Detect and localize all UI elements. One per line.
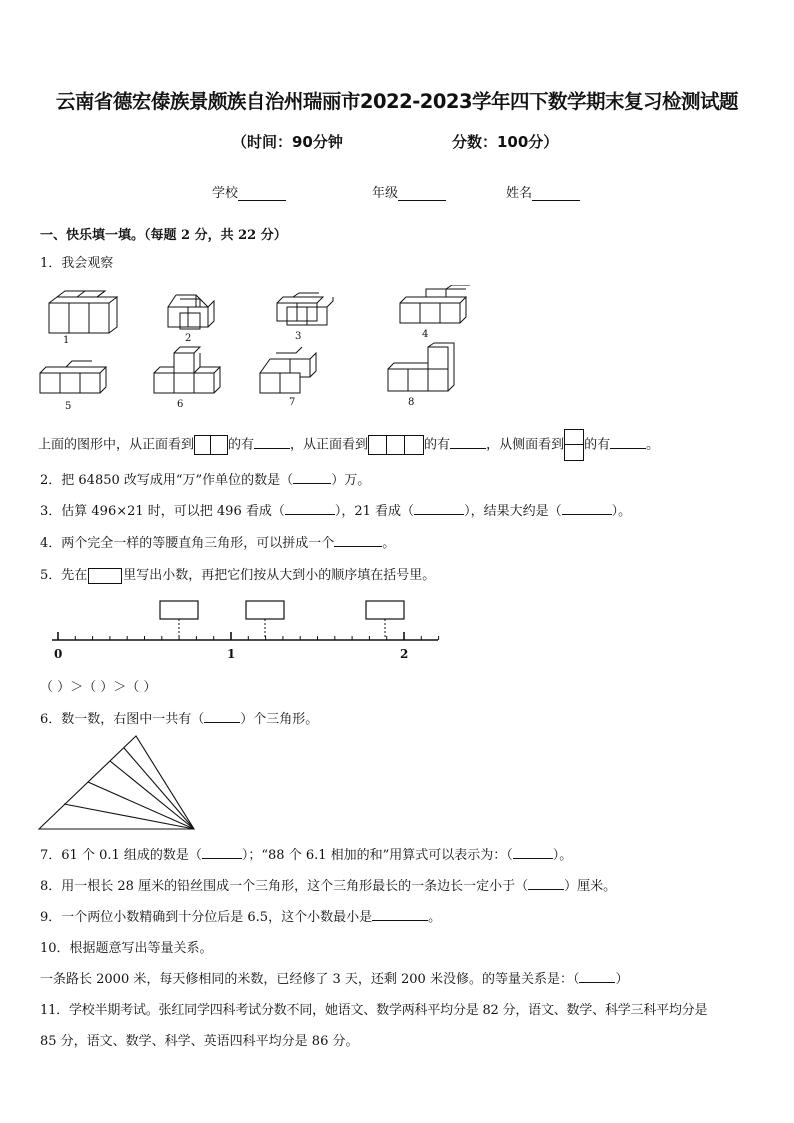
tick-label-1: 1	[227, 647, 236, 661]
cube-figure-1	[49, 291, 117, 333]
front-view-two-squares	[194, 435, 228, 455]
exam-time: （时间：90分钟	[232, 133, 343, 151]
q11-line-2: 85 分，语文、数学、科学、英语四科平均分是 86 分。	[40, 1034, 359, 1049]
grade-field	[372, 182, 446, 201]
q5-answer-box-3[interactable]	[366, 601, 404, 619]
q9-question: 9．一个两位小数精确到十分位后是 6.5，这个小数最小是 。	[40, 910, 442, 925]
name-field	[506, 182, 580, 201]
q7-blank-1[interactable]	[202, 846, 242, 859]
cube-figure-4	[400, 285, 470, 323]
q7-question: 7．61 个 0.1 组成的数是（ ）；“88 个 6.1 相加的和”用算式可以表示为：（ ）。	[40, 848, 573, 863]
school-blank[interactable]	[238, 187, 286, 201]
q9-blank[interactable]	[372, 908, 428, 921]
tick-label-2: 2	[400, 647, 409, 661]
school-label: 学校	[212, 186, 239, 201]
grade-blank[interactable]	[398, 187, 446, 201]
figure-label-7: 7	[289, 397, 296, 408]
q6-question: 6．数一数，右图中一共有（ ）个三角形。	[40, 712, 319, 727]
cube-figure-3	[277, 293, 333, 325]
tick-label-0: 0	[54, 647, 63, 661]
figure-label-2: 2	[185, 333, 192, 344]
front-view-three-squares	[368, 435, 424, 455]
q3-blank-3[interactable]	[562, 502, 612, 515]
q2-blank[interactable]	[293, 471, 331, 484]
q8-question: 8．用一根长 28 厘米的铅丝围成一个三角形，这个三角形最长的一条边长一定小于（ ）厘米。	[40, 879, 617, 894]
section-heading: 一、快乐填一填。（每题 2 分，共 22 分）	[40, 228, 287, 243]
q4-question: 4．两个完全一样的等腰直角三角形，可以拼成一个 。	[40, 536, 396, 551]
q1-blank-2[interactable]	[450, 436, 486, 449]
q1-blank-1[interactable]	[254, 436, 290, 449]
grade-label: 年级	[372, 186, 399, 201]
name-blank[interactable]	[532, 187, 580, 201]
cube-figure-5	[40, 361, 106, 393]
q1-prompt: 1．我会观察	[40, 256, 114, 271]
q10-blank[interactable]	[579, 970, 615, 983]
q10-title: 10．根据题意写出等量关系。	[40, 941, 213, 956]
figure-label-3: 3	[295, 331, 302, 342]
q1-blank-3[interactable]	[610, 436, 646, 449]
cube-figure-7	[260, 347, 316, 393]
q5-answer-box-2[interactable]	[246, 601, 284, 619]
q5-order: （ ）＞（ ）＞（ ）	[40, 680, 157, 695]
q3-blank-1[interactable]	[285, 502, 335, 515]
q7-blank-2[interactable]	[513, 846, 553, 859]
cube-figure-8	[388, 343, 454, 391]
q5-question: 5．先在 里写出小数，再把它们按从大到小的顺序填在括号里。	[40, 568, 436, 583]
exam-score: 分数：100分）	[452, 133, 559, 151]
q2-question: 2．把 64850 改写成用“万”作单位的数是（ ）万。	[40, 473, 371, 488]
q11-line-1: 11．学校半期考试。张红同学四科考试分数不同，她语文、数学两科平均分是 82 分，语文、数学、科学三科平均分是	[40, 1003, 708, 1018]
side-view-two-squares	[564, 429, 584, 461]
figure-label-5: 5	[65, 401, 72, 412]
q5-number-line	[40, 596, 460, 666]
page-title: 云南省德宏傣族景颇族自治州瑞丽市2022-2023学年四下数学期末复习检测试题	[55, 90, 739, 113]
q6-triangle-figure	[36, 734, 206, 832]
name-label: 姓名	[506, 186, 533, 201]
figure-label-6: 6	[177, 399, 184, 410]
q1-question: 上面的图形中，从正面看到 的有 ，从正面看到 的有 ，从侧面看到 的有 。	[38, 429, 659, 461]
q1-cube-figures	[30, 285, 470, 413]
school-field	[212, 182, 286, 201]
q5-answer-box-1[interactable]	[160, 601, 198, 619]
figure-label-8: 8	[408, 397, 415, 408]
q5-box-sample	[88, 568, 122, 584]
q3-blank-2[interactable]	[414, 502, 464, 515]
cube-figure-6	[154, 347, 220, 393]
cube-figure-2	[168, 295, 214, 329]
figure-label-1: 1	[63, 335, 70, 346]
q3-question: 3．估算 496×21 时，可以把 496 看成（ ），21 看成（ ），结果大约是（ ）。	[40, 504, 632, 519]
q10-question: 一条路长 2000 米，每天修相同的米数，已经修了 3 天，还剩 200 米没修。的等量关系是：（ ）	[40, 972, 629, 987]
q4-blank[interactable]	[334, 534, 382, 547]
q6-blank[interactable]	[204, 710, 240, 723]
figure-label-4: 4	[422, 329, 429, 340]
q8-blank[interactable]	[528, 877, 564, 890]
